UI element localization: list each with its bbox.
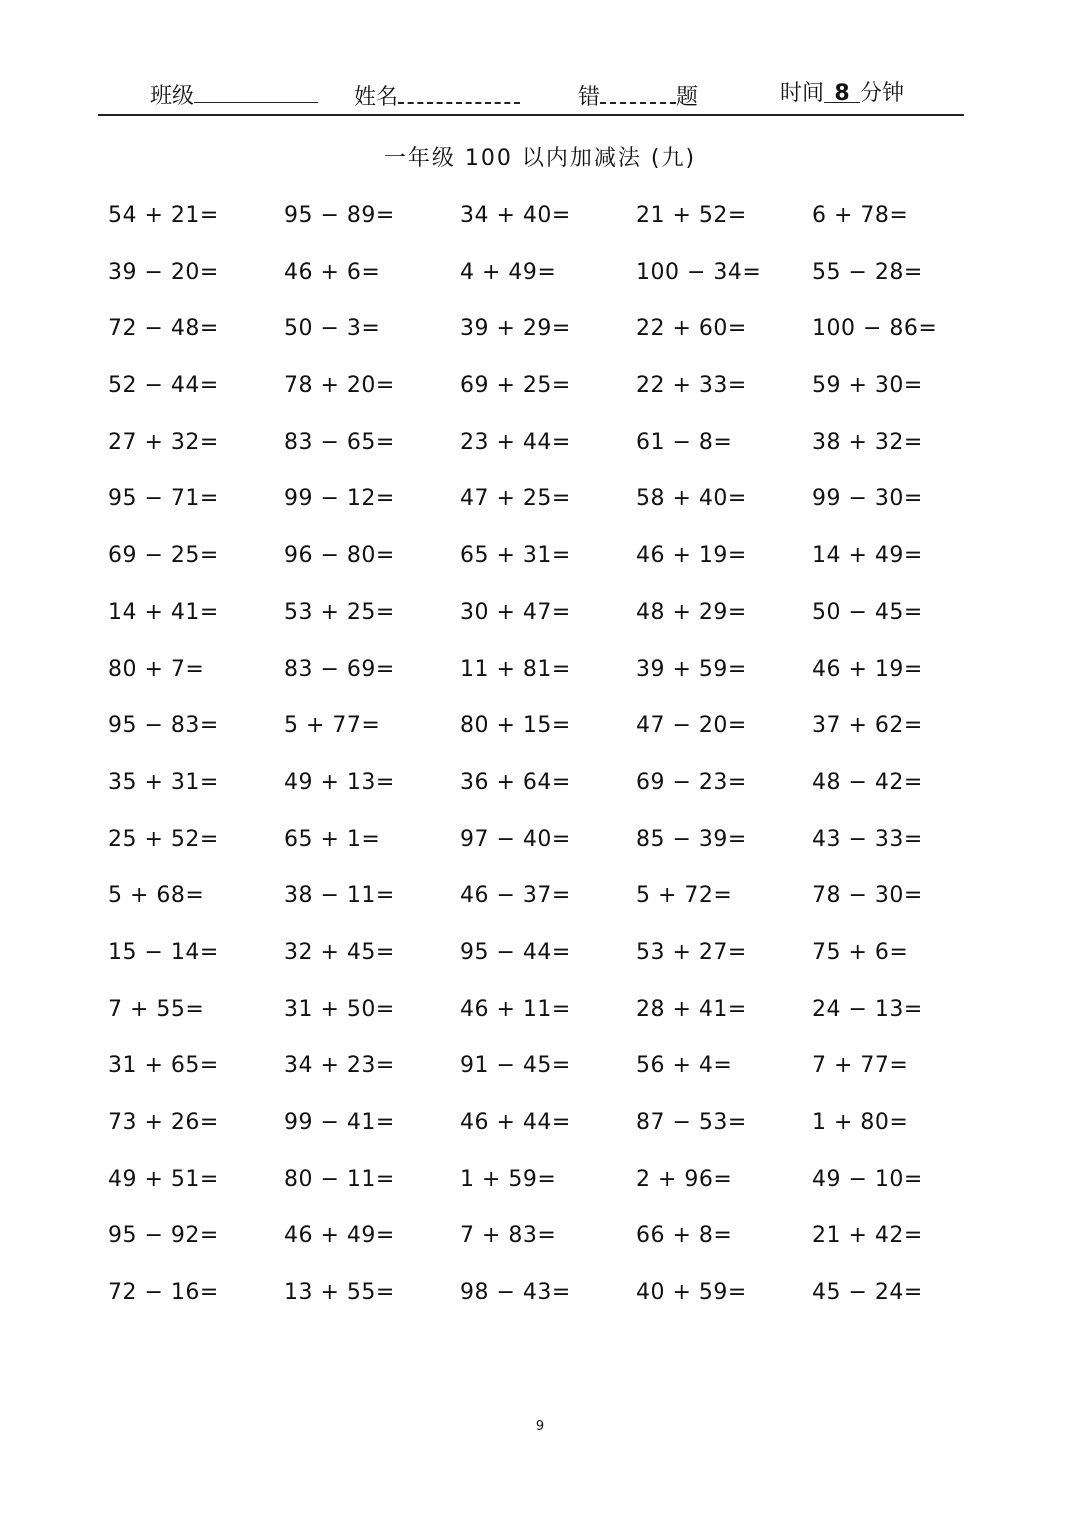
problem-item: 36 + 64= xyxy=(460,769,571,795)
problem-item: 46 + 19= xyxy=(636,543,747,569)
problem-item: 99 − 41= xyxy=(284,1110,395,1135)
wrong-label: 错 xyxy=(578,85,601,110)
problem-item: 45 − 24= xyxy=(812,1280,923,1306)
problem-item: 97 − 40= xyxy=(460,826,571,852)
problem-row xyxy=(108,1162,988,1219)
problem-item: 23 + 44= xyxy=(460,429,571,455)
problem-item: 91 − 45= xyxy=(460,1053,571,1079)
problem-item: 39 + 29= xyxy=(460,316,571,342)
problem-item: 65 + 1= xyxy=(284,826,381,852)
problem-item: 34 + 23= xyxy=(284,1053,395,1079)
problem-item: 7 + 83= xyxy=(460,1223,557,1249)
problem-item: 72 − 48= xyxy=(108,316,219,342)
name-field xyxy=(354,80,520,112)
problem-item: 75 + 6= xyxy=(812,939,909,965)
class-field xyxy=(150,80,318,111)
problem-item: 80 + 7= xyxy=(108,656,205,682)
problem-item: 58 + 40= xyxy=(636,486,747,512)
problem-item: 87 − 53= xyxy=(636,1110,747,1135)
problem-item: 46 + 11= xyxy=(460,996,571,1022)
problem-item: 6 + 78= xyxy=(812,203,909,228)
problem-item: 7 + 55= xyxy=(108,996,205,1022)
problem-row xyxy=(108,992,988,1049)
problem-item: 56 + 4= xyxy=(636,1053,733,1079)
problem-item: 47 − 20= xyxy=(636,713,747,739)
problem-row xyxy=(108,822,988,879)
problem-item: 95 − 89= xyxy=(284,203,395,228)
problem-row xyxy=(108,368,988,425)
problem-item: 49 + 51= xyxy=(108,1166,219,1192)
problem-item: 28 + 41= xyxy=(636,996,747,1022)
problem-row xyxy=(108,311,988,368)
problem-row xyxy=(108,765,988,822)
wrong-count-blank xyxy=(600,80,676,104)
problem-row xyxy=(108,198,988,255)
problem-row xyxy=(108,878,988,935)
problem-item: 1 + 59= xyxy=(460,1166,557,1192)
problem-item: 39 − 20= xyxy=(108,259,219,285)
problem-row xyxy=(108,481,988,538)
problem-item: 78 − 30= xyxy=(812,883,923,909)
problem-row xyxy=(108,708,988,765)
problem-item: 21 + 52= xyxy=(636,203,747,228)
page-number: 9 xyxy=(535,1419,545,1434)
problem-item: 1 + 80= xyxy=(812,1110,909,1135)
problem-item: 37 + 62= xyxy=(812,713,923,739)
wrong-suffix: 题 xyxy=(676,85,699,110)
problem-item: 4 + 49= xyxy=(460,259,557,285)
problem-row xyxy=(108,1048,988,1105)
time-field xyxy=(780,80,904,108)
problem-item: 66 + 8= xyxy=(636,1223,733,1249)
problem-item: 11 + 81= xyxy=(460,656,571,682)
problem-item: 48 + 29= xyxy=(636,599,747,625)
problem-item: 21 + 42= xyxy=(812,1223,923,1249)
problem-item: 78 + 20= xyxy=(284,373,395,399)
problem-row xyxy=(108,1275,988,1332)
problem-item: 83 − 69= xyxy=(284,656,395,682)
problem-item: 99 − 30= xyxy=(812,486,923,512)
problem-item: 2 + 96= xyxy=(636,1166,733,1192)
problem-item: 38 − 11= xyxy=(284,883,395,909)
problem-item: 95 − 92= xyxy=(108,1223,219,1249)
problem-item: 98 − 43= xyxy=(460,1280,571,1306)
problem-row xyxy=(108,538,988,595)
class-label: 班级 xyxy=(150,84,195,109)
problem-item: 95 − 71= xyxy=(108,486,219,512)
problem-item: 50 − 45= xyxy=(812,599,923,625)
problem-item: 35 + 31= xyxy=(108,769,219,795)
problem-item: 31 + 50= xyxy=(284,996,395,1022)
problem-row xyxy=(108,425,988,482)
problem-item: 80 − 11= xyxy=(284,1166,395,1192)
problem-item: 69 − 25= xyxy=(108,543,219,569)
problem-item: 13 + 55= xyxy=(284,1280,395,1306)
problem-item: 48 − 42= xyxy=(812,769,923,795)
problem-item: 27 + 32= xyxy=(108,429,219,455)
problem-item: 69 − 23= xyxy=(636,769,747,795)
problem-item: 5 + 77= xyxy=(284,713,381,739)
time-value: 8 xyxy=(824,80,860,103)
name-blank xyxy=(398,80,520,104)
problem-item: 25 + 52= xyxy=(108,826,219,852)
name-label: 姓名 xyxy=(354,85,399,110)
worksheet-title: 一年级 100 以内加减法 (九) xyxy=(383,146,697,171)
problem-item: 99 − 12= xyxy=(284,486,395,512)
problem-item: 5 + 68= xyxy=(108,883,205,909)
problem-item: 15 − 14= xyxy=(108,939,219,965)
problem-item: 47 + 25= xyxy=(460,486,571,512)
problem-item: 61 − 8= xyxy=(636,429,733,455)
problem-item: 38 + 32= xyxy=(812,429,923,455)
problem-item: 96 − 80= xyxy=(284,543,395,569)
problem-item: 80 + 15= xyxy=(460,713,571,739)
problem-item: 65 + 31= xyxy=(460,543,571,569)
problem-item: 52 − 44= xyxy=(108,373,219,399)
problem-item: 83 − 65= xyxy=(284,429,395,455)
problem-row xyxy=(108,652,988,709)
problem-item: 14 + 41= xyxy=(108,599,219,625)
problem-item: 53 + 27= xyxy=(636,939,747,965)
problem-item: 95 − 83= xyxy=(108,713,219,739)
problem-row xyxy=(108,255,988,312)
problem-item: 30 + 47= xyxy=(460,599,571,625)
problem-item: 54 + 21= xyxy=(108,203,219,228)
problem-item: 24 − 13= xyxy=(812,996,923,1022)
problem-item: 85 − 39= xyxy=(636,826,747,852)
problem-item: 49 − 10= xyxy=(812,1166,923,1192)
problem-item: 14 + 49= xyxy=(812,543,923,569)
problem-item: 22 + 33= xyxy=(636,373,747,399)
problem-item: 59 + 30= xyxy=(812,373,923,399)
problem-item: 69 + 25= xyxy=(460,373,571,399)
problem-row xyxy=(108,935,988,992)
problem-item: 95 − 44= xyxy=(460,939,571,965)
problem-item: 73 + 26= xyxy=(108,1110,219,1135)
time-label: 时间 xyxy=(780,81,825,106)
time-unit: 分钟 xyxy=(860,81,905,106)
problem-item: 46 + 19= xyxy=(812,656,923,682)
wrong-count-field xyxy=(578,80,698,112)
problem-row xyxy=(108,1218,988,1275)
problem-item: 46 + 44= xyxy=(460,1110,571,1135)
problem-grid xyxy=(108,198,988,1332)
problem-item: 46 + 49= xyxy=(284,1223,395,1249)
problem-row xyxy=(108,595,988,652)
problem-item: 7 + 77= xyxy=(812,1053,909,1079)
problem-item: 39 + 59= xyxy=(636,656,747,682)
problem-item: 22 + 60= xyxy=(636,316,747,342)
worksheet-header xyxy=(98,74,964,116)
problem-item: 53 + 25= xyxy=(284,599,395,625)
problem-item: 40 + 59= xyxy=(636,1280,747,1306)
problem-item: 34 + 40= xyxy=(460,203,571,228)
class-blank xyxy=(194,80,318,103)
problem-row xyxy=(108,1105,988,1162)
problem-item: 72 − 16= xyxy=(108,1280,219,1306)
problem-item: 50 − 3= xyxy=(284,316,381,342)
problem-item: 43 − 33= xyxy=(812,826,923,852)
problem-item: 55 − 28= xyxy=(812,259,923,285)
problem-item: 100 − 86= xyxy=(812,316,938,342)
problem-item: 100 − 34= xyxy=(636,259,762,285)
problem-item: 32 + 45= xyxy=(284,939,395,965)
problem-item: 5 + 72= xyxy=(636,883,733,909)
problem-item: 46 + 6= xyxy=(284,259,381,285)
problem-item: 31 + 65= xyxy=(108,1053,219,1079)
problem-item: 46 − 37= xyxy=(460,883,571,909)
problem-item: 49 + 13= xyxy=(284,769,395,795)
